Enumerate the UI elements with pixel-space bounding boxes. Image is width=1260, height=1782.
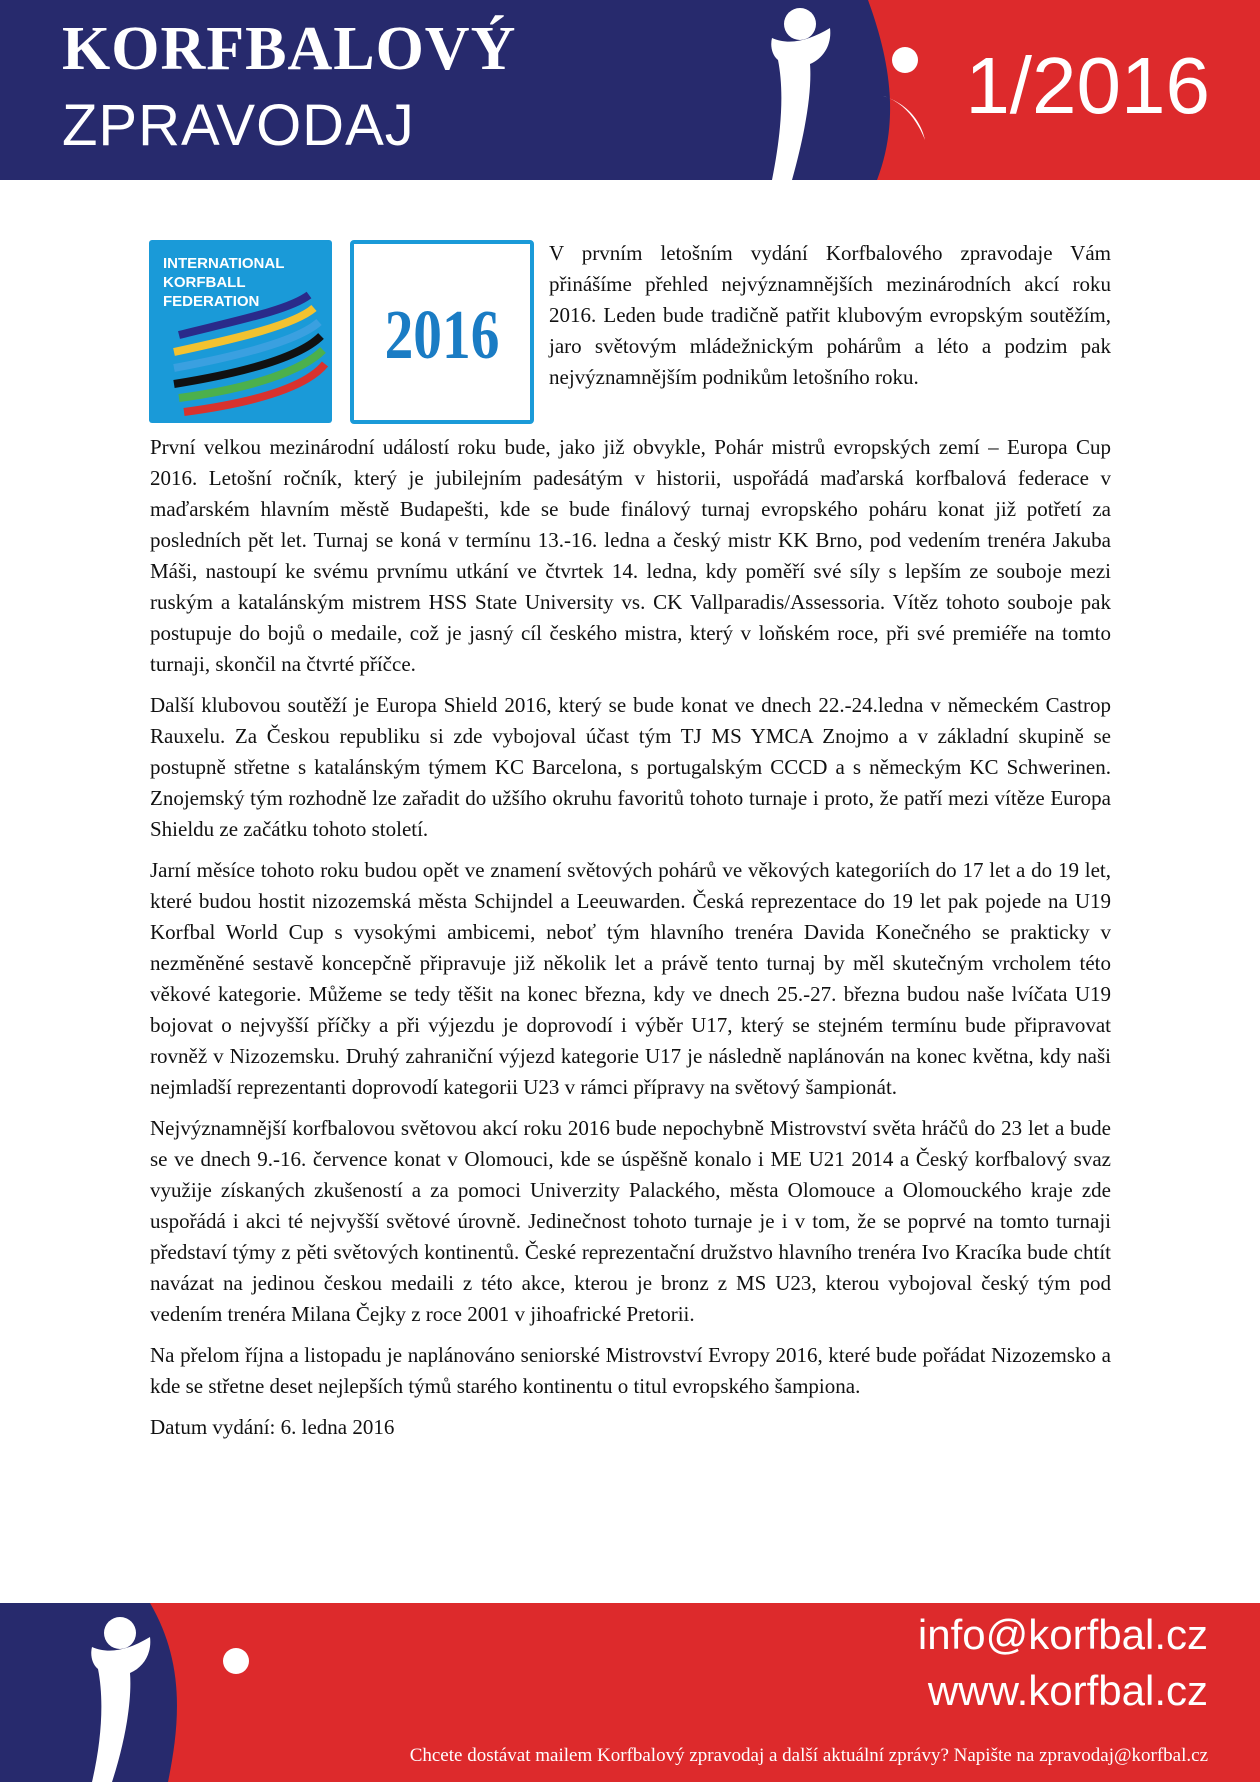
- year-badge: [350, 240, 534, 424]
- player-head-icon: [784, 8, 816, 40]
- newsletter-title-line1: KORFBALOVÝ: [62, 15, 517, 83]
- paragraph-europa-shield: Další klubovou soutěží je Europa Shield 2016, který se bude konat ve dnech 22.-24.ledna v německém Castrop Rauxelu. Za Českou republiku si zde vybojoval účast tým TJ MS YMCA Znojmo a v základní skupině se postupně střetne s katalánským týmem KC Barcelona, s portugalským CCCD a s německým KC Schwerinen. Znojemský tým rozhodně lze zařadit do užšího okruhu favoritů tohoto turnaje i proto, že patří mezi vítěze Europa Shieldu ze začátku tohoto století.: [150, 693, 1111, 841]
- paragraph-youth-world-cups: Jarní měsíce tohoto roku budou opět ve znamení světových pohárů ve věkových kategoriích do 17 let a do 19 let, které budou hostit nizozemská města Schijndel a Leeuwarden. Česká reprezentace do 19 let pak pojede na U19 Korfbal World Cup s vysokými ambicemi, neboť tým hlavního trenéra Davida Konečného se prakticky v nezměněné sestavě koncepčně připravuje již několik let a právě tento turnaj by měl skutečným vrcholem této věkové kategorie. Můžeme se tedy těšit na konec března, kdy ve dnech 25.-27. března budou naše lvíčata U19 bojovat o nejvyšší příčky a při výjezdu je doprovodí i výběr U17, který se stejném termínu bude připravovat rovněž v Nizozemsku. Druhý zahraniční výjezd kategorie U17 je následně naplánován na konec května, kdy naši nejmladší reprezentanti doprovodí kategorii U23 v rámci přípravy na světový šampionát.: [150, 858, 1111, 1099]
- player-head-icon: [104, 1617, 136, 1649]
- year-badge-text: 2016: [384, 297, 500, 374]
- ball-icon: [892, 47, 918, 73]
- issue-number: 1/2016: [965, 41, 1210, 130]
- newsletter-title-line2: ZPRAVODAJ: [62, 93, 415, 158]
- header-banner: [0, 0, 1260, 180]
- paragraph-u23-world-championship: Nejvýznamnější korfbalovou světovou akcí roku 2016 bude nepochybně Mistrovství světa hráčů do 23 let a bude se ve dnech 9.-16. července konat v Olomouci, kde se úspěšně konalo i ME U21 2014 a Český korfbalový svaz využije získaných zkušeností a za pomoci Univerzity Palackého, města Olomouce a Olomouckého kraje zde uspořádá i akci té nejvyšší světové úrovně. Jedinečnost tohoto turnaje je i v tom, že se poprvé na tomto turnaji představí týmy z pěti světových kontinentů. České reprezentační družstvo hlavního trenéra Ivo Kracíka bude chtít navázat na jedinou českou medaili z této akce, kterou je bronz z MS U23, kterou vybojoval český tým pod vedením trenéra Milana Čejky z roce 2001 v jihoafrické Pretorii.: [150, 1116, 1111, 1326]
- paragraph-european-championship: Na přelom října a listopadu je naplánováno seniorské Mistrovství Evropy 2016, které bude pořádat Nizozemsko a kde se střetne deset nejlepších týmů starého kontinentu o titul evropského šampiona.: [150, 1343, 1111, 1398]
- paragraph-europa-cup: První velkou mezinárodní událostí roku bude, jako již obvykle, Pohár mistrů evropských zemí – Europa Cup 2016. Letošní ročník, který je jubilejním padesátým v historii, uspořádá maďarská korfbalová federace v maďarském hlavním městě Budapešti, kde se bude finálový turnaj evropského poháru konat již potřetí za posledních pět let. Turnaj se koná v termínu 13.-16. ledna a český mistr KK Brno, pod vedením trenéra Jakuba Máši, nastoupí ke svému prvnímu utkání ve čtvrtek 14. ledna, kdy poměří své síly s lepším ze souboje mezi ruským a katalánským mistrem HSS State University vs. CK Vallparadis/Assessoria. Vítěz tohoto souboje pak postupuje do bojů o medaile, což je jasný cíl českého mistra, který v loňském roce, při své premiéře na tomto turnaji, skončil na čtvrté příčce.: [150, 435, 1111, 676]
- ball-icon: [223, 1648, 249, 1674]
- intro-paragraph: V prvním letošním vydání Korfbalového zpravodaje Vám přinášíme přehled nejvýznamnějších mezinárodních akcí roku 2016. Leden bude tradičně patřit klubovým evropským soutěžím, jaro světovým mládežnickým pohárům a léto a podzim pak nejvýznamnějším podnikům letošního roku.: [549, 241, 1111, 389]
- subscribe-note: Chcete dostávat mailem Korfbalový zpravodaj a další aktuální zprávy? Napište na zpravodaj@korfbal.cz: [409, 1745, 1208, 1766]
- ikf-logo: [149, 240, 332, 423]
- publication-date: Datum vydání: 6. ledna 2016: [150, 1415, 395, 1439]
- website-link[interactable]: www.korfbal.cz: [927, 1667, 1208, 1714]
- article-body: [150, 432, 1111, 1453]
- ikf-logo-text: INTERNATIONAL KORFBALL FEDERATION: [163, 255, 285, 310]
- contact-email-link[interactable]: info@korfbal.cz: [917, 1611, 1208, 1658]
